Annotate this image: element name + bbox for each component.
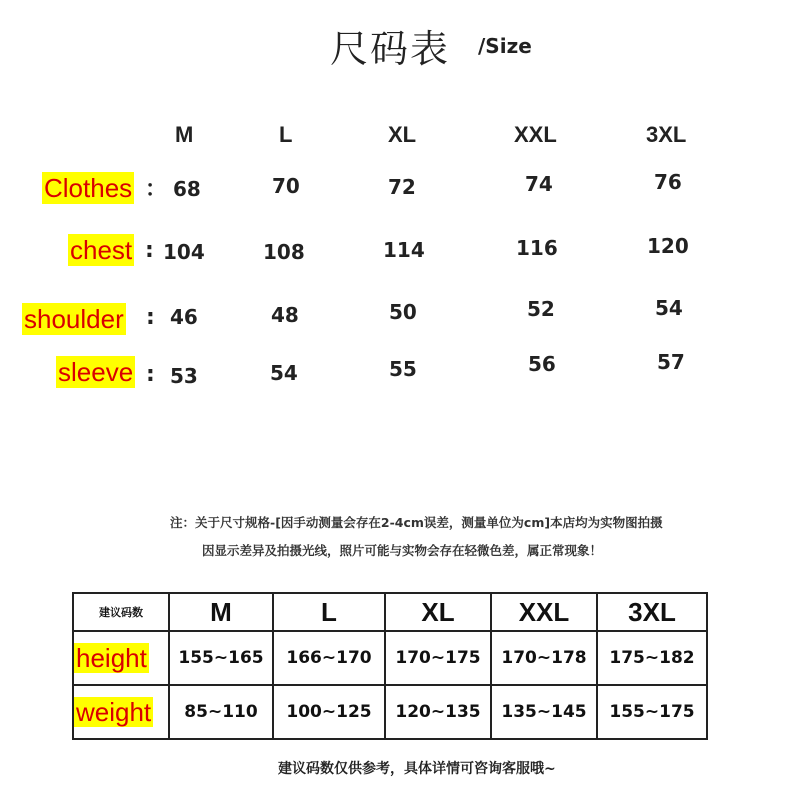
chest-value-3xl: 120 bbox=[647, 234, 689, 258]
clothes-value-m: 68 bbox=[173, 177, 201, 201]
note-line-2: 因显示差异及拍摄光线，照片可能与实物会存在轻微色差，属正常现象！ bbox=[202, 543, 603, 558]
sleeve-value-xxl: 56 bbox=[528, 352, 556, 376]
shoulder-value-xxl: 52 bbox=[527, 297, 555, 321]
shoulder-value-xl: 50 bbox=[389, 300, 417, 324]
row-label-clothes: Clothes bbox=[44, 173, 133, 203]
col-header-3xl: 3XL bbox=[597, 593, 707, 631]
size-header-xxl: XXL bbox=[514, 122, 557, 147]
table-cell: 155~165 bbox=[169, 631, 273, 685]
chest-value-xl: 114 bbox=[383, 238, 425, 262]
chest-value-xxl: 116 bbox=[516, 236, 558, 260]
row-label-cell bbox=[73, 631, 169, 685]
row-label-sleeve: sleeve bbox=[58, 357, 134, 387]
note-line-1: 注：关于尺寸规格-[因手动测量会存在2-4cm误差，测量单位为cm]本店均为实物图拍摄 bbox=[170, 515, 663, 530]
col-header-xl: XL bbox=[385, 593, 491, 631]
table-row bbox=[73, 685, 707, 739]
shoulder-value-m: 46 bbox=[170, 305, 198, 329]
chest-value-l: 108 bbox=[263, 240, 305, 264]
table-cell: 166~170 bbox=[273, 631, 385, 685]
row-label-chest: chest bbox=[70, 235, 133, 265]
row-colon: : bbox=[146, 305, 155, 330]
table-cell: 135~145 bbox=[491, 685, 597, 739]
clothes-value-3xl: 76 bbox=[654, 170, 682, 194]
recommended-size-table bbox=[72, 592, 708, 740]
col-header-m: M bbox=[169, 593, 273, 631]
row-colon: : bbox=[146, 362, 155, 387]
row-label-shoulder: shoulder bbox=[24, 304, 124, 334]
table-cell: 100~125 bbox=[273, 685, 385, 739]
page-title: 尺码表 bbox=[330, 27, 451, 71]
sleeve-value-3xl: 57 bbox=[657, 350, 685, 374]
table-header-row bbox=[73, 593, 707, 631]
col-header-xxl: XXL bbox=[491, 593, 597, 631]
clothes-value-l: 70 bbox=[272, 174, 300, 198]
sleeve-value-m: 53 bbox=[170, 364, 198, 388]
clothes-value-xxl: 74 bbox=[525, 172, 553, 196]
footer-note: 建议码数仅供参考，具体详情可咨询客服哦~ bbox=[278, 761, 556, 777]
col-header-l: L bbox=[273, 593, 385, 631]
table-cell: 170~175 bbox=[385, 631, 491, 685]
size-header-xl: XL bbox=[388, 122, 417, 147]
table-row bbox=[73, 631, 707, 685]
corner-cell: 建议码数 bbox=[73, 593, 169, 631]
table-cell: 85~110 bbox=[169, 685, 273, 739]
row-label-cell bbox=[73, 685, 169, 739]
row-colon: ： bbox=[145, 177, 168, 202]
sleeve-value-xl: 55 bbox=[389, 357, 417, 381]
sleeve-value-l: 54 bbox=[270, 361, 298, 385]
row-colon: : bbox=[145, 238, 154, 263]
page-subtitle: /Size bbox=[478, 34, 532, 58]
row-label-weight: weight bbox=[76, 696, 152, 727]
size-header-m: M bbox=[175, 122, 194, 147]
chest-value-m: 104 bbox=[163, 240, 205, 264]
table-cell: 170~178 bbox=[491, 631, 597, 685]
shoulder-value-3xl: 54 bbox=[655, 296, 683, 320]
clothes-value-xl: 72 bbox=[388, 175, 416, 199]
shoulder-value-l: 48 bbox=[271, 303, 299, 327]
size-header-3xl: 3XL bbox=[646, 122, 687, 147]
table-cell: 120~135 bbox=[385, 685, 491, 739]
table-cell: 155~175 bbox=[597, 685, 707, 739]
row-label-height: height bbox=[76, 642, 147, 673]
table-cell: 175~182 bbox=[597, 631, 707, 685]
size-header-l: L bbox=[279, 122, 293, 147]
